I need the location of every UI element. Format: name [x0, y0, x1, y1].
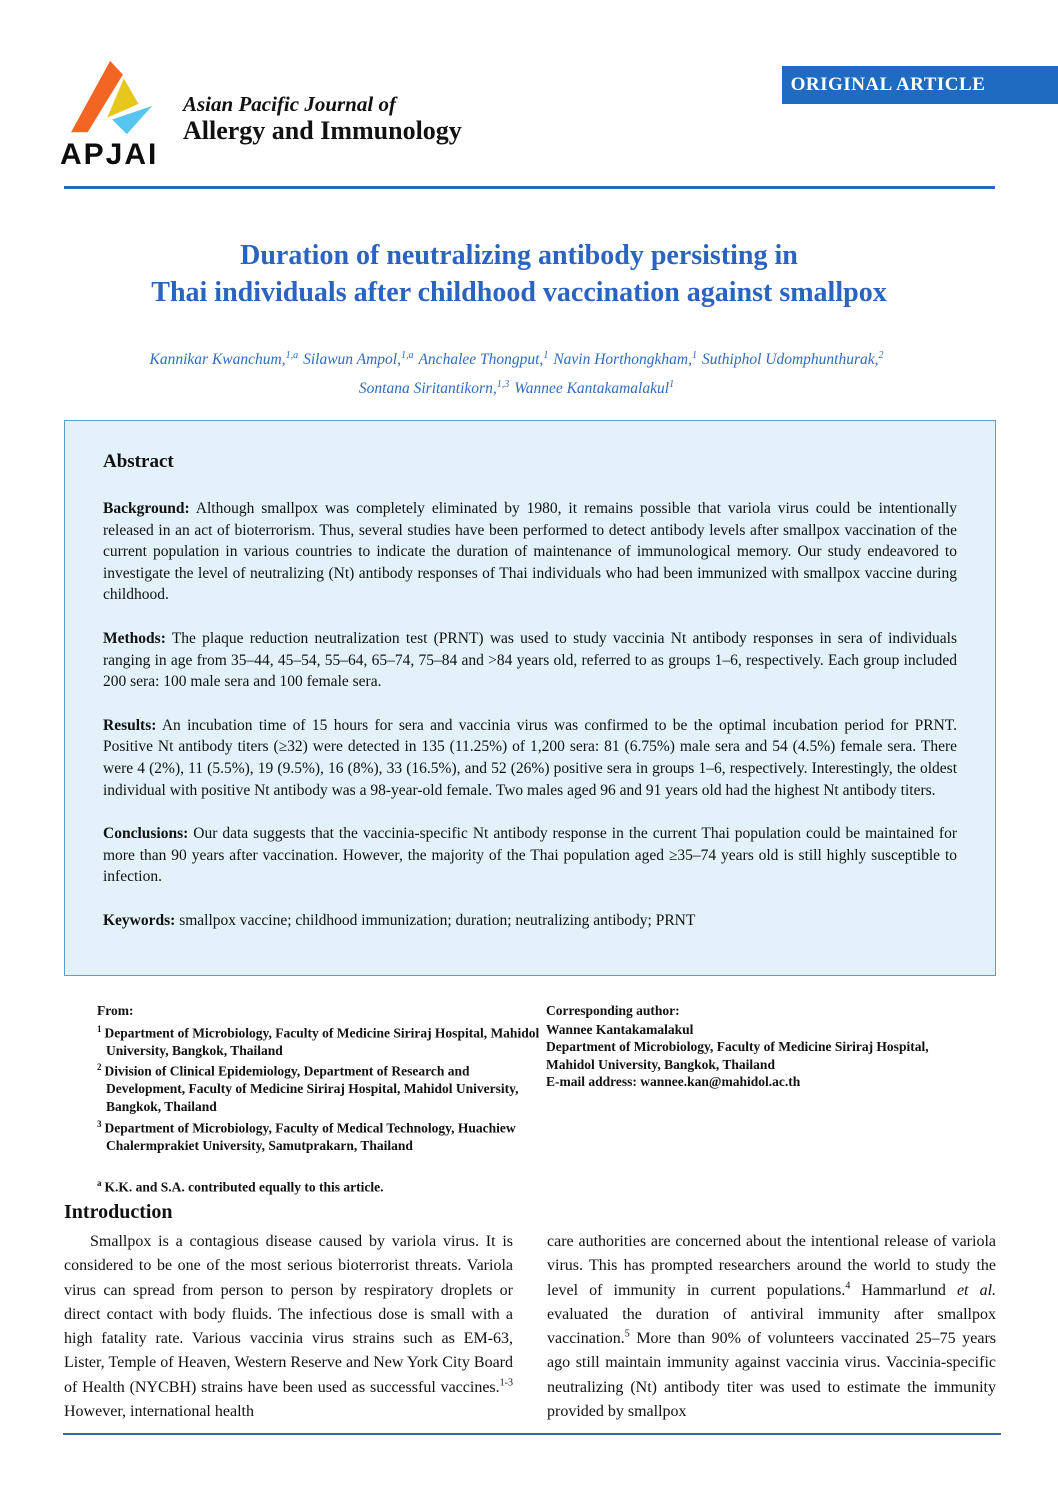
abstract-section-label: Results:	[103, 716, 157, 734]
affiliation	[97, 1059, 546, 1115]
author	[150, 351, 299, 368]
abstract-section-label: Conclusions:	[103, 825, 189, 843]
author-affiliation-marker: 1	[543, 350, 549, 361]
footer-divider	[63, 1433, 1001, 1435]
apjai-logo-icon	[62, 56, 172, 144]
introduction-paragraph-right	[547, 1230, 996, 1424]
equal-contribution-text: K.K. and S.A. contributed equally to this article.	[104, 1179, 384, 1195]
corresponding-author-block	[546, 1002, 1000, 1196]
author-affiliation-marker: 1	[669, 379, 675, 391]
author	[553, 351, 697, 368]
introduction-paragraph-left	[64, 1230, 513, 1424]
intro-right-text3: evaluated the duration of antiviral immunity after smallpox vaccination.	[547, 1305, 996, 1348]
abstract-box	[64, 420, 996, 976]
journal-name-line1: Asian Pacific Journal of	[183, 92, 396, 116]
citation-ref: 5	[624, 1328, 630, 1340]
author-name: Anchalee Thongput,	[418, 351, 544, 369]
abstract-section-text: The plaque reduction neutralization test (PRNT) was used to study vaccinia Nt antibody responses in sera of individuals ranging in age from 35–44, 45–54, 55–64, 65–74, 75–84 and >84 years old, referred to as groups 1–6, respectively. Each group included 200 sera: 100 male sera and 100 female sera.	[103, 629, 957, 691]
from-label: From:	[97, 1003, 134, 1018]
introduction-column-right	[547, 1230, 996, 1424]
abstract-results-paragraph	[103, 715, 957, 801]
abstract-section-text: Our data suggests that the vaccinia-specific Nt antibody response in the current Thai population could be maintained for more than 90 years after vaccination. However, the majority of the Thai population aged ≥35–74 years old is still highly susceptible to infection.	[103, 825, 958, 886]
abstract-section-label: Methods:	[103, 629, 166, 647]
citation-ref: 4	[845, 1280, 851, 1292]
author	[303, 351, 413, 368]
introduction-column-left	[64, 1230, 513, 1424]
author-name: Navin Horthongkham,	[553, 351, 692, 369]
affiliation-text: Division of Clinical Epidemiology, Department of Research and Development, Faculty of Medicine Siriraj Hospital, Mahidol University, Bangkok, Thailand	[104, 1063, 519, 1114]
page-title	[0, 237, 1038, 311]
affiliation-text: Department of Microbiology, Faculty of Medicine Siriraj Hospital, Mahidol University, Bangkok, Thailand	[104, 1025, 540, 1058]
author	[514, 380, 674, 397]
affiliation	[97, 1116, 546, 1155]
title-line2: Thai individuals after childhood vaccination against smallpox	[151, 277, 887, 308]
abstract-heading: Abstract	[103, 451, 174, 472]
equal-contribution-note	[97, 1175, 546, 1196]
apjai-logo-text: APJAI	[60, 138, 159, 171]
abstract-background-paragraph	[103, 498, 957, 606]
article-meta-row	[97, 1002, 1000, 1196]
author-name: Kannikar Kwanchum,	[149, 351, 286, 369]
title-line1: Duration of neutralizing antibody persisting in	[240, 240, 798, 271]
intro-left-text: Smallpox is a contagious disease caused by variola virus. It is considered to be one of the most serious bioterrorist threats. Variola virus can spread from person to person by respiratory droplets or direct contact with body fluids. The infectious dose is small with a high fatality rate. Various vaccinia virus strains such as EM-63, Lister, Temple of Heaven, Western Reserve and New York City Board of Health (NYCBH) strains have been used as successful vaccines.	[64, 1233, 513, 1396]
affiliation-marker: 3	[97, 1118, 102, 1129]
author-name: Silawun Ampol,	[303, 351, 401, 369]
corresponding-author-email[interactable]: E-mail address: wannee.kan@mahidol.ac.th	[546, 1074, 801, 1090]
citation-ref: 1-3	[499, 1377, 513, 1389]
author	[702, 351, 884, 368]
equal-contribution-marker: a	[97, 1178, 102, 1189]
author-affiliation-marker: 1,3	[496, 379, 510, 391]
author	[359, 380, 509, 397]
author-name: Sontana Siritantikorn,	[358, 380, 497, 398]
intro-right-text: care authorities are concerned about the intentional release of variola virus. This has prompted researchers around the world to study the level of immunity in current populations.	[547, 1233, 996, 1299]
affiliation-marker: 2	[97, 1062, 102, 1073]
affiliation	[97, 1021, 546, 1060]
abstract-section-text: smallpox vaccine; childhood immunization; duration; neutralizing antibody; PRNT	[179, 911, 696, 929]
author-name: Suthiphol Udomphunthurak,	[701, 351, 879, 369]
et-al-text: et al.	[956, 1281, 997, 1299]
affiliation-text: Department of Microbiology, Faculty of Medical Technology, Huachiew Chalermprakiet University, Samutprakarn, Thailand	[104, 1120, 516, 1153]
author-affiliation-marker: 2	[878, 350, 884, 361]
corresponding-author-label: Corresponding author:	[546, 1003, 680, 1018]
author-affiliation-marker: 1,a	[400, 350, 414, 361]
author-affiliation-marker: 1	[691, 350, 697, 361]
abstract-section-text: An incubation time of 15 hours for sera and vaccinia virus was confirmed to be the optimal incubation period for PRNT. Positive Nt antibody titers (≥32) were detected in 135 (11.25%) of 1,200 sera: 81 (6.75%) male sera and 54 (4.5%) female sera. There were 4 (2%), 11 (5.5%), 19 (9.5%), 16 (8%), 33 (16.5%), and 52 (26%) positive sera in groups 1–6, respectively. Interestingly, the oldest individual with positive Nt antibody was a 98-year-old female. Two males aged 96 and 91 years old had the highest Nt antibody titers.	[103, 716, 957, 799]
intro-left-text-cont: However, international health	[64, 1403, 254, 1421]
author-list	[40, 343, 998, 401]
abstract-conclusions-paragraph	[103, 823, 957, 888]
abstract-keywords-paragraph	[103, 910, 957, 932]
author-name: Wannee Kantakamalakul	[514, 380, 670, 398]
article-type-badge: ORIGINAL ARTICLE	[782, 66, 1058, 104]
journal-name-line2: Allergy and Immunology	[183, 116, 462, 145]
corresponding-author-name: Wannee Kantakamalakul	[546, 1021, 694, 1037]
abstract-section-text: Although smallpox was completely eliminated by 1980, it remains possible that variola virus could be intentionally released in an act of bioterrorism. Thus, several studies have been performed to detect antibody levels after smallpox vaccination of the current population in various countries to indicate the duration of maintenance of immunological memory. Our study endeavored to investigate the level of neutralizing (Nt) antibody responses of Thai individuals who had been immunized with smallpox vaccine during childhood.	[103, 500, 957, 604]
abstract-section-label: Keywords:	[103, 911, 176, 929]
abstract-methods-paragraph	[103, 628, 957, 693]
affiliation-marker: 1	[97, 1023, 102, 1034]
corresponding-author-affiliation-line2: Mahidol University, Bangkok, Thailand	[546, 1056, 775, 1072]
corresponding-author-affiliation-line1: Department of Microbiology, Faculty of Medicine Siriraj Hospital,	[546, 1039, 929, 1055]
intro-right-text4: More than 90% of volunteers vaccinated 25–75 years ago still maintain immunity against vaccinia virus. Vaccinia-specific neutralizing (Nt) antibody titer was used to estimate the immunity provided by smallpox	[547, 1330, 996, 1421]
introduction-heading: Introduction	[64, 1201, 173, 1223]
header-divider	[64, 186, 995, 189]
author	[418, 351, 548, 368]
author-affiliation-marker: 1,a	[285, 350, 299, 361]
intro-right-text2: Hammarlund	[850, 1281, 957, 1299]
affiliations-block	[97, 1002, 546, 1196]
abstract-section-label: Background:	[103, 500, 190, 517]
